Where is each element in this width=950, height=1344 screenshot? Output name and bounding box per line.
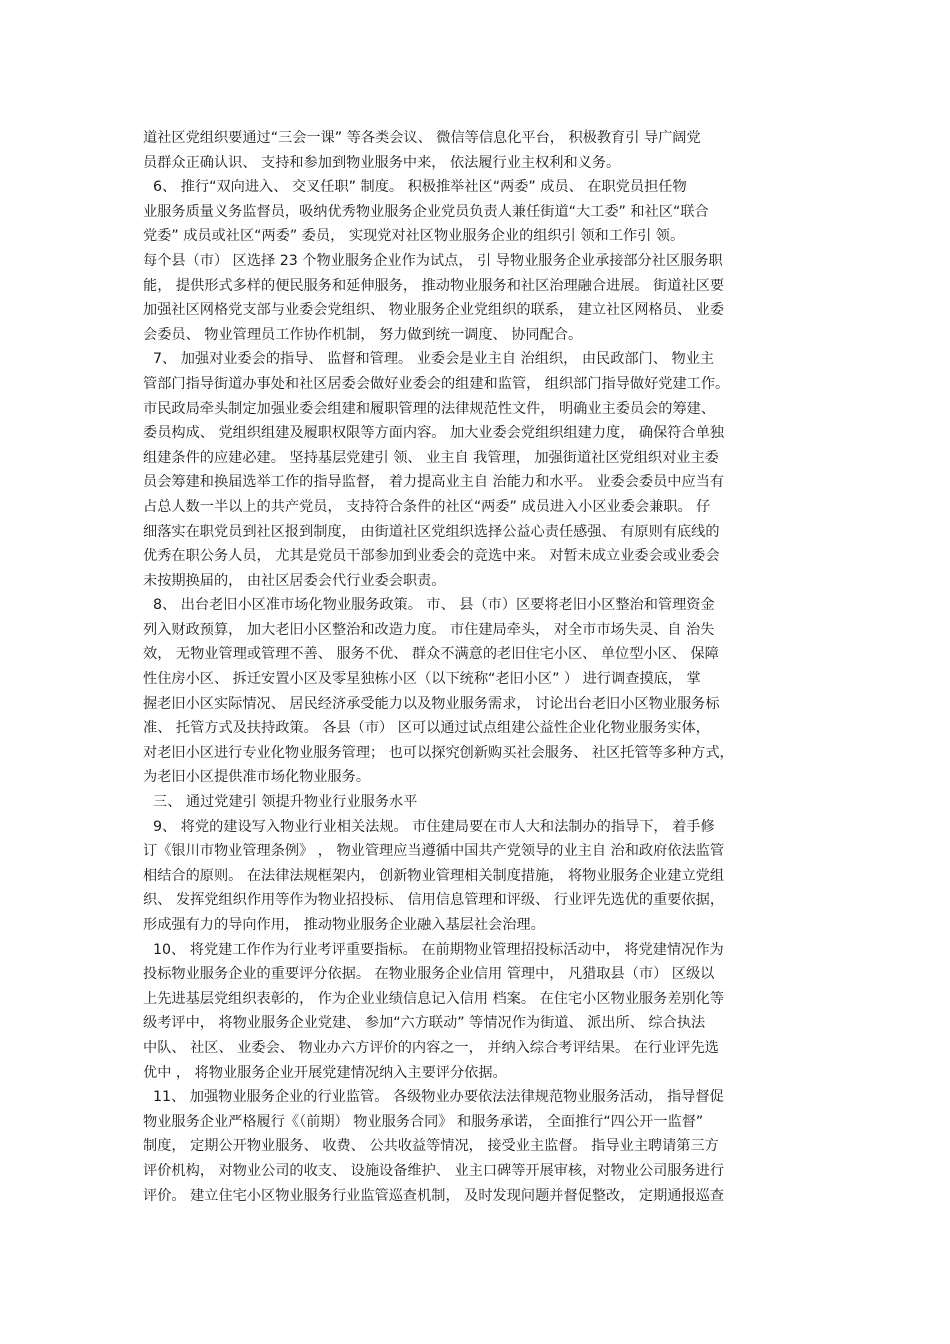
document-body	[143, 126, 813, 1208]
text-line: 业服务质量义务监督员，吸纳优秀物业服务企业党员负责人兼任街道“大工委” 和社区“联合	[143, 203, 709, 220]
text-line: 会委员、 物业管理员工作协作机制， 努力做到统一调度、 协同配合。	[143, 326, 583, 343]
text-line: 三、 通过党建引 领提升物业行业服务水平	[153, 794, 418, 811]
text-line: 11、 加强物业服务企业的行业监管。 各级物业办要依法法律规范物业服务活动， 指导督促	[153, 1089, 724, 1106]
text-line: 相结合的原则。 在法律法规框架内， 创新物业管理相关制度措施， 将物业服务企业建立党组	[143, 867, 725, 884]
text-line: 优秀在职公务人员， 尤其是党员干部参加到业委会的竞选中来。 对暂未成立业委会或业委会	[143, 548, 720, 565]
text-line: 上先进基层党组织表彰的， 作为企业业绩信息记入信用 档案。 在住宅小区物业服务差别化等	[143, 990, 725, 1007]
text-line: 效， 无物业管理或管理不善、 服务不优、 群众不满意的老旧住宅小区、 单位型小区、 保障	[143, 646, 719, 663]
text-line: 未按期换届的， 由社区居委会代行业委会职责。	[143, 572, 446, 589]
text-line: 制度， 定期公开物业服务、 收费、 公共收益等情况， 接受业主监督。 指导业主聘请第三方	[143, 1138, 719, 1155]
text-line: 级考评中， 将物业服务企业党建、 参加“六方联动” 等情况作为街道、 派出所、 综合执法	[143, 1015, 706, 1032]
text-line: 准、 托管方式及扶持政策。 各县（市） 区可以通过试点组建公益性企业化物业服务实体，	[143, 720, 710, 737]
text-line: 列入财政预算， 加大老旧小区整治和改造力度。 市住建局牵头， 对全市市场失灵、自 治失	[143, 621, 715, 638]
text-line: 道社区党组织要通过“三会一课” 等各类会议、 微信等信息化平台， 积极教育引 导广阔党	[143, 130, 701, 146]
text-line: 7、 加强对业委会的指导、 监督和管理。 业委会是业主自 治组织， 由民政部门、 物业主	[153, 351, 715, 368]
text-line: 市民政局牵头制定加强业委会组建和履职管理的法律规范性文件， 明确业主委员会的筹建、	[143, 400, 716, 417]
text-line: 评价。 建立住宅小区物业服务行业监管巡查机制， 及时发现问题并督促整改， 定期通报巡查	[143, 1187, 725, 1204]
text-line: 对老旧小区进行专业化物业服务管理； 也可以探究创新购买社会服务、 社区托管等多种方式，	[143, 744, 734, 761]
text-line: 党委” 成员或社区“两委” 委员， 实现党对社区物业服务企业的组织引 领和工作引 领。	[143, 228, 685, 245]
text-line: 中队、 社区、 业委会、 物业办六方评价的内容之一， 并纳入综合考评结果。 在行业评先选	[143, 1039, 719, 1056]
text-line: 每个县（市） 区选择 23 个物业服务企业作为试点， 引 导物业服务企业承接部分社区服务职	[143, 252, 723, 269]
text-line: 管部门指导街道办事处和社区居委会做好业委会的组建和监管， 组织部门指导做好党建工作。	[143, 375, 730, 392]
text-line: 订《银川市物业管理条例》 ， 物业管理应当遵循中国共产党领导的业主自 治和政府依法监管	[143, 843, 725, 860]
text-line: 员会筹建和换届选举工作的指导监督， 着力提高业主自 治能力和水平。 业委会委员中应当有	[143, 474, 725, 491]
text-line: 能， 提供形式多样的便民服务和延伸服务， 推动物业服务和社区治理融合进展。 街道社区要	[143, 277, 725, 294]
text-line: 6、 推行“双向进入、 交叉任职” 制度。 积极推举社区“两委” 成员、 在职党员担任物	[153, 179, 687, 196]
text-line: 9、 将党的建设写入物业行业相关法规。 市住建局要在市人大和法制办的指导下， 着手修	[153, 818, 715, 835]
text-line: 10、 将党建工作作为行业考评重要指标。 在前期物业管理招投标活动中， 将党建情况作为	[153, 941, 724, 958]
text-line: 组建条件的应建必建。 坚持基层党建引 领、 业主自 我管理， 加强街道社区党组织对业主委	[143, 449, 719, 466]
text-line: 为老旧小区提供准市场化物业服务。	[143, 769, 371, 786]
text-line: 8、 出台老旧小区准市场化物业服务政策。 市、 县（市）区要将老旧小区整治和管理资金	[153, 597, 715, 614]
text-line: 握老旧小区实际情况、 居民经济承受能力以及物业服务需求， 讨论出台老旧小区物业服务标	[143, 695, 720, 712]
text-line: 细落实在职党员到社区报到制度， 由街道社区党组织选择公益心责任感强、 有原则有底线的	[143, 523, 720, 540]
text-line: 投标物业服务企业的重要评分依据。 在物业服务企业信用 管理中， 凡猎取县（市） 区级以	[143, 966, 715, 983]
text-line: 加强社区网格党支部与业委会党组织、 物业服务企业党组织的联系， 建立社区网格员、 业委	[143, 302, 725, 319]
text-line: 优中 ， 将物业服务企业开展党建情况纳入主要评分依据。	[143, 1064, 507, 1081]
text-line: 物业服务企业严格履行《（前期） 物业服务合同》 和服务承诺， 全面推行“四公开一监督”	[143, 1113, 704, 1130]
text-line: 形成强有力的导向作用， 推动物业服务企业融入基层社会治理。	[143, 917, 545, 933]
text-line: 性住房小区、 拆迁安置小区及零星独栋小区（以下统称“老旧小区” ） 进行调查摸底， 掌	[143, 671, 701, 688]
text-line: 占总人数一半以上的共产党员， 支持符合条件的社区“两委” 成员进入小区业委会兼职。 仔	[143, 498, 711, 515]
text-line: 委员构成、 党组织组建及履职权限等方面内容。 加大业委会党组织组建力度， 确保符合单独	[143, 425, 725, 442]
text-line: 评价机构， 对物业公司的收支、 设施设备维护、 业主口碑等开展审核，对物业公司服务进行	[143, 1162, 725, 1179]
text-line: 员群众正确认识、 支持和参加到物业服务中来， 依法履行业主权利和义务。	[143, 154, 621, 171]
text-line: 织、 发挥党组织作用等作为物业招投标、 信用信息管理和评级、 行业评先选优的重要依据，	[143, 892, 725, 909]
